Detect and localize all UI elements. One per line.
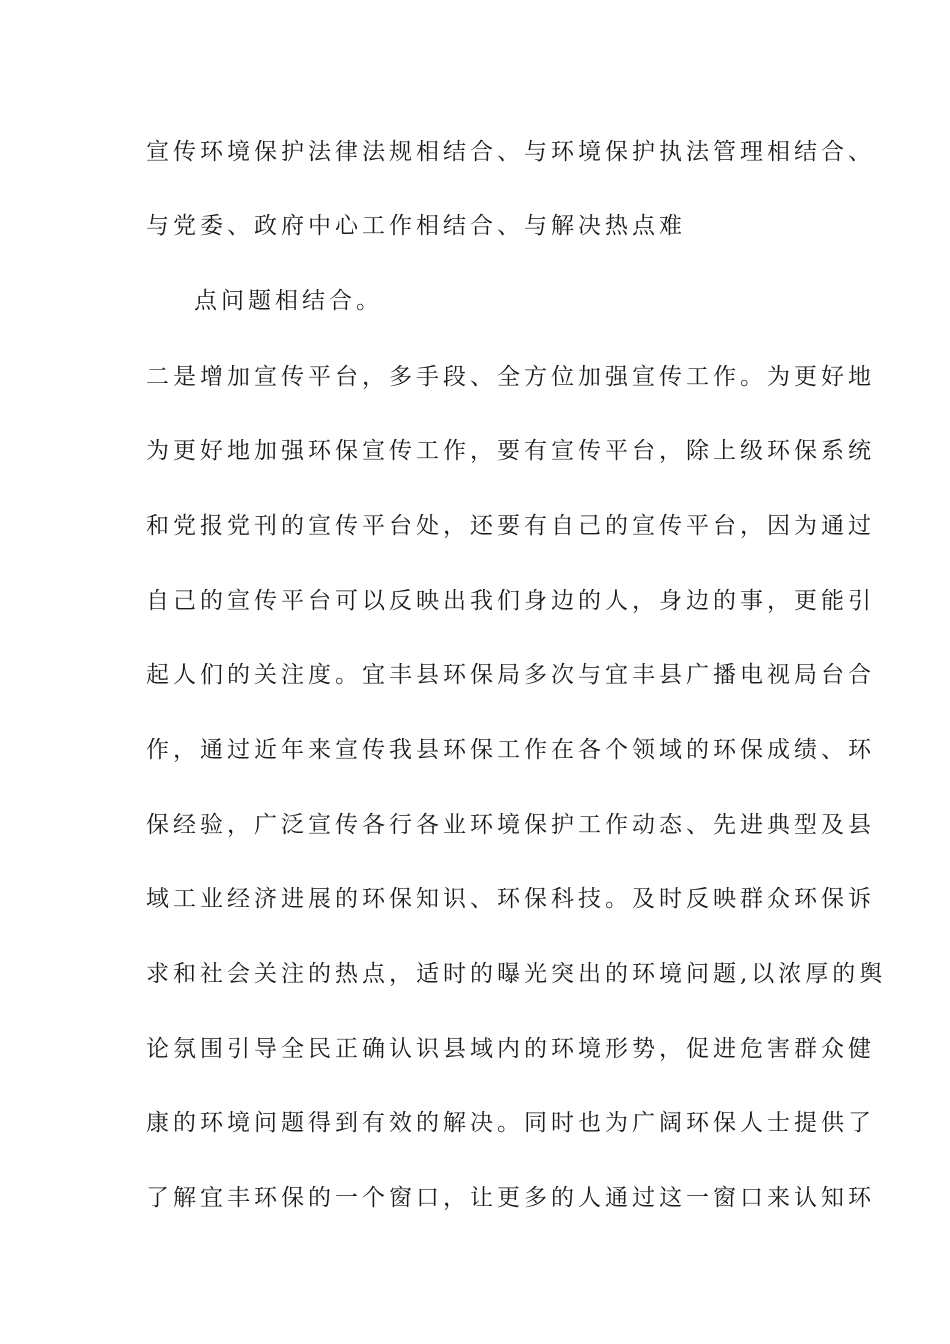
paragraph-line: 为更好地加强环保宣传工作，要有宣传平台，除上级环保系统 xyxy=(146,438,875,464)
paragraph-line: 自己的宣传平台可以反映出我们身边的人，身边的事，更能引 xyxy=(146,588,875,614)
paragraph-line: 求和社会关注的热点，适时的曝光突出的环境问题,以浓厚的舆 xyxy=(146,961,887,987)
paragraph-line: 与党委、政府中心工作相结合、与解决热点难 xyxy=(146,213,686,239)
paragraph-line: 点问题相结合。 xyxy=(194,288,383,314)
paragraph-line: 康的环境问题得到有效的解决。同时也为广阔环保人士提供了 xyxy=(146,1110,875,1136)
paragraph-line: 作，通过近年来宣传我县环保工作在各个领域的环保成绩、环 xyxy=(146,737,875,763)
paragraph-line: 二是增加宣传平台，多手段、全方位加强宣传工作。为更好地 xyxy=(146,364,875,390)
paragraph-line: 域工业经济进展的环保知识、环保科技。及时反映群众环保诉 xyxy=(146,886,875,912)
paragraph-line: 和党报党刊的宣传平台处，还要有自己的宣传平台，因为通过 xyxy=(146,513,875,539)
paragraph-line: 论氛围引导全民正确认识县域内的环境形势，促进危害群众健 xyxy=(146,1036,875,1062)
paragraph-line: 宣传环境保护法律法规相结合、与环境保护执法管理相结合、 xyxy=(146,139,875,165)
paragraph-line: 保经验，广泛宣传各行各业环境保护工作动态、先进典型及县 xyxy=(146,812,875,838)
paragraph-line: 了解宜丰环保的一个窗口，让更多的人通过这一窗口来认知环 xyxy=(146,1185,875,1211)
paragraph-line: 起人们的关注度。宜丰县环保局多次与宜丰县广播电视局台合 xyxy=(146,662,875,688)
